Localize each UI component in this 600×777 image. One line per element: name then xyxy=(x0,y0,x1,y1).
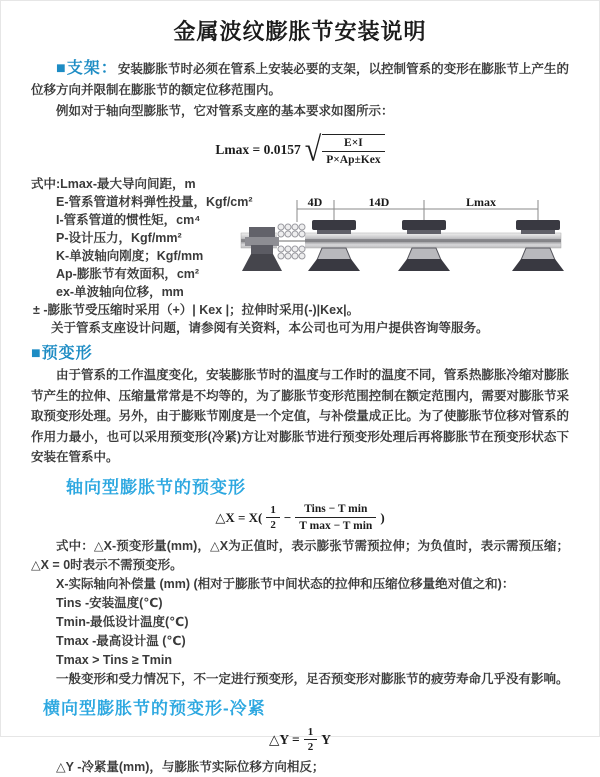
dimension-label-4d: 4D xyxy=(307,195,323,209)
lmax-fraction xyxy=(322,136,384,167)
lateral-half-denominator: 2 xyxy=(307,741,314,753)
axial-formula-minus: − xyxy=(283,509,292,525)
support-body-text: 安装膨胀节时必须在管系上安装必要的支架，以控制管系的变形在膨胀节上产生的位移方向并限制在膨胀节的额定位移范围内。 xyxy=(31,62,569,97)
dimension-label-14d: 14D xyxy=(368,195,390,209)
page-title: 金属波纹膨胀节安装说明 xyxy=(173,19,427,44)
lateral-formula-lhs: △Y = xyxy=(269,731,300,747)
axial-half-numerator: 1 xyxy=(266,504,280,518)
axial-formula-close-paren: ) xyxy=(380,509,385,525)
definition-line: K-单波轴向刚度；Kgf/mm xyxy=(56,249,204,263)
lateral-subheading: 横向型膨胀节的预变形-冷紧 xyxy=(43,698,266,718)
temp-line-tmax: Tmax -最高设计温 (℃) xyxy=(56,633,186,648)
definition-line: 关于管系支座设计问题，请参阅有关资料，本公司也可为用户提供咨询等服务。 xyxy=(51,321,489,335)
axial-subheading: 轴向型膨胀节的预变形 xyxy=(66,477,246,497)
lateral-formula xyxy=(31,724,569,756)
temp-line-tmin: Tmin-最低设计温度(℃) xyxy=(56,614,189,629)
support-example-line: 例如对于轴向型膨胀节，它对管系支座的基本要求如图所示： xyxy=(56,104,394,118)
axial-half-denominator: 2 xyxy=(270,519,276,531)
axial-temp-fraction xyxy=(295,502,376,533)
axial-note-general: 一般变形和受力情况下，不一定进行预变形，足否预变形对膨胀节的疲劳寿命几乎没有影响。 xyxy=(56,671,569,686)
section-predeform-heading: ■预变形 xyxy=(31,345,93,362)
sqrt-radicand xyxy=(322,134,384,167)
axial-formula xyxy=(31,501,569,535)
lmax-fraction-denominator: P×Ap±Kex xyxy=(326,153,381,166)
axial-half-fraction xyxy=(266,504,280,531)
axial-note-definitions: 式中：△X-预变形量(mm)，△X为正值时，表示膨张节需预拉伸；为负值时，表示需预压缩；△X = 0时表示不需预变形。 xyxy=(31,538,569,572)
lateral-note: △Y -冷紧量(mm)，与膨胀节实际位移方向相反； xyxy=(56,759,325,774)
lateral-formula-rhs: Y xyxy=(321,731,331,747)
definition-line: 式中:Lmax-最大导向间距，m xyxy=(31,177,196,191)
definition-line: P-设计压力，Kgf/mm² xyxy=(56,231,182,245)
axial-temp-numerator: Tins − T min xyxy=(295,502,376,518)
predeform-paragraph: 由于管系的工作温度变化，安装膨胀节时的温度与工作时的温度不同，管系热膨胀冷缩对膨胀节产生的拉伸、压缩量常常是不均等的，为了膨胀节变形范围控制在额定范围内，需要对膨胀节采取预变形处理。另外，由于膨账节刚度是一个定值，与补偿量成正比。为了使膨胀节位移对管系的作用力最小，也可以采用预变形(冷紧)方让对膨胀节进行预变形处理后再将膨胀节在预变形状态下安装在管系中。 xyxy=(31,368,569,464)
sqrt-icon: √ xyxy=(304,130,322,169)
definition-line: I-管系管道的惯性矩，cm⁴ xyxy=(56,213,201,227)
temp-line-tins: Tins -安装温度(℃) xyxy=(56,595,163,610)
bellows-icon xyxy=(277,222,305,264)
definition-line: Ap-膨胀节有效面积，cm² xyxy=(56,267,200,281)
lateral-half-fraction xyxy=(304,726,318,753)
dimension-label-lmax: Lmax xyxy=(466,195,496,209)
temp-line-inequality: Tmax > Tins ≥ Tmin xyxy=(56,652,173,667)
section-support-heading: ■支架： xyxy=(56,60,118,77)
support-paragraph xyxy=(31,58,569,101)
lmax-formula xyxy=(31,129,569,171)
definition-line: E-管系管道材料弹性投量，Kgf/cm² xyxy=(56,195,253,209)
definition-line: ex-单波轴向位移，mm xyxy=(56,285,184,299)
lmax-formula-lhs: Lmax = 0.0157 xyxy=(215,142,301,157)
axial-formula-lhs: △X = X( xyxy=(215,509,263,525)
axial-temp-denominator: T max − T min xyxy=(299,520,373,532)
lateral-half-numerator: 1 xyxy=(304,726,318,740)
lmax-fraction-numerator: E×I xyxy=(322,136,384,152)
axial-note-x: X-实际轴向补偿量 (mm) (相对于膨胀节中间状态的拉伸和压缩位移量绝对值之和)： xyxy=(56,576,515,591)
support-diagram xyxy=(239,193,571,293)
definition-line: ± -膨胀节受压缩时采用（+）| Kex |；拉伸时采用(-)|Kex|。 xyxy=(33,303,360,317)
